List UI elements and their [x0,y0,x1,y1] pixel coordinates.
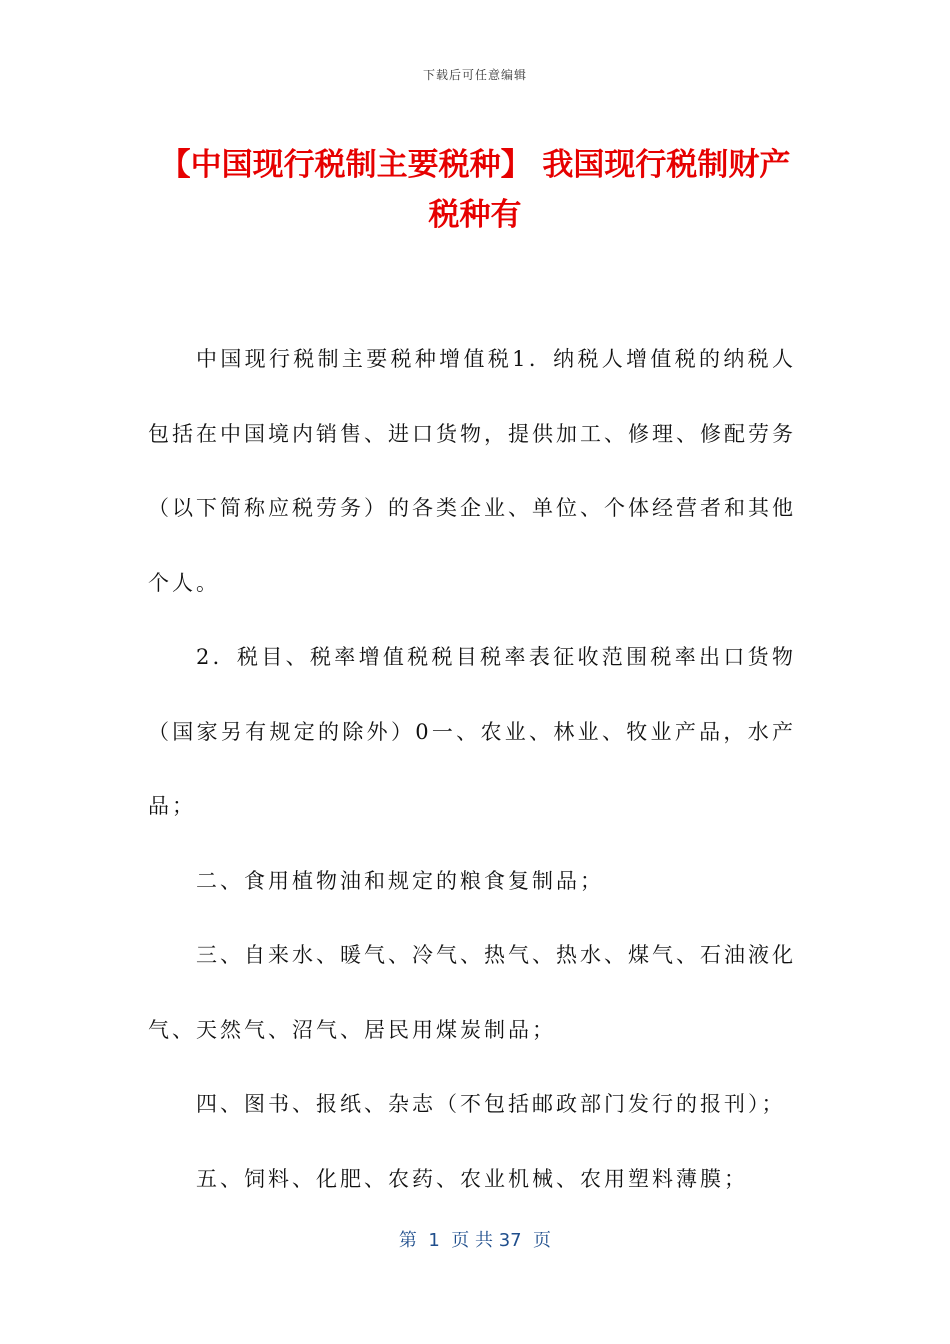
body-paragraph: 三、自来水、暖气、冷气、热气、热水、煤气、石油液化气、天然气、沼气、居民用煤炭制品； [148,943,796,1042]
body-paragraph: 五、饲料、化肥、农药、农业机械、农用塑料薄膜； [196,1166,748,1191]
page-number-footer: 第 1 页 共 37 页 [398,1230,552,1251]
document-title: 【中国现行税制主要税种】 我国现行税制财产税种有 [159,147,791,233]
header-note: 下载后可任意编辑 [422,68,527,82]
body-paragraph: 四、图书、报纸、杂志（不包括邮政部门发行的报刊）； [196,1092,786,1116]
body-paragraph: 中国现行税制主要税种增值税1．纳税人增值税的纳税人包括在中国境内销售、进口货物，提供加工、修理、修配劳务（以下简称应税劳务）的各类企业、单位、个体经营者和其他个人。 [148,347,796,595]
body-paragraph: 2．税目、税率增值税税目税率表征收范围税率出口货物（国家另有规定的除外）0一、农业、林业、牧业产品，水产品； [148,645,796,818]
body-paragraph: 二、食用植物油和规定的粮食复制品； [196,868,604,893]
document-body [148,322,796,1216]
